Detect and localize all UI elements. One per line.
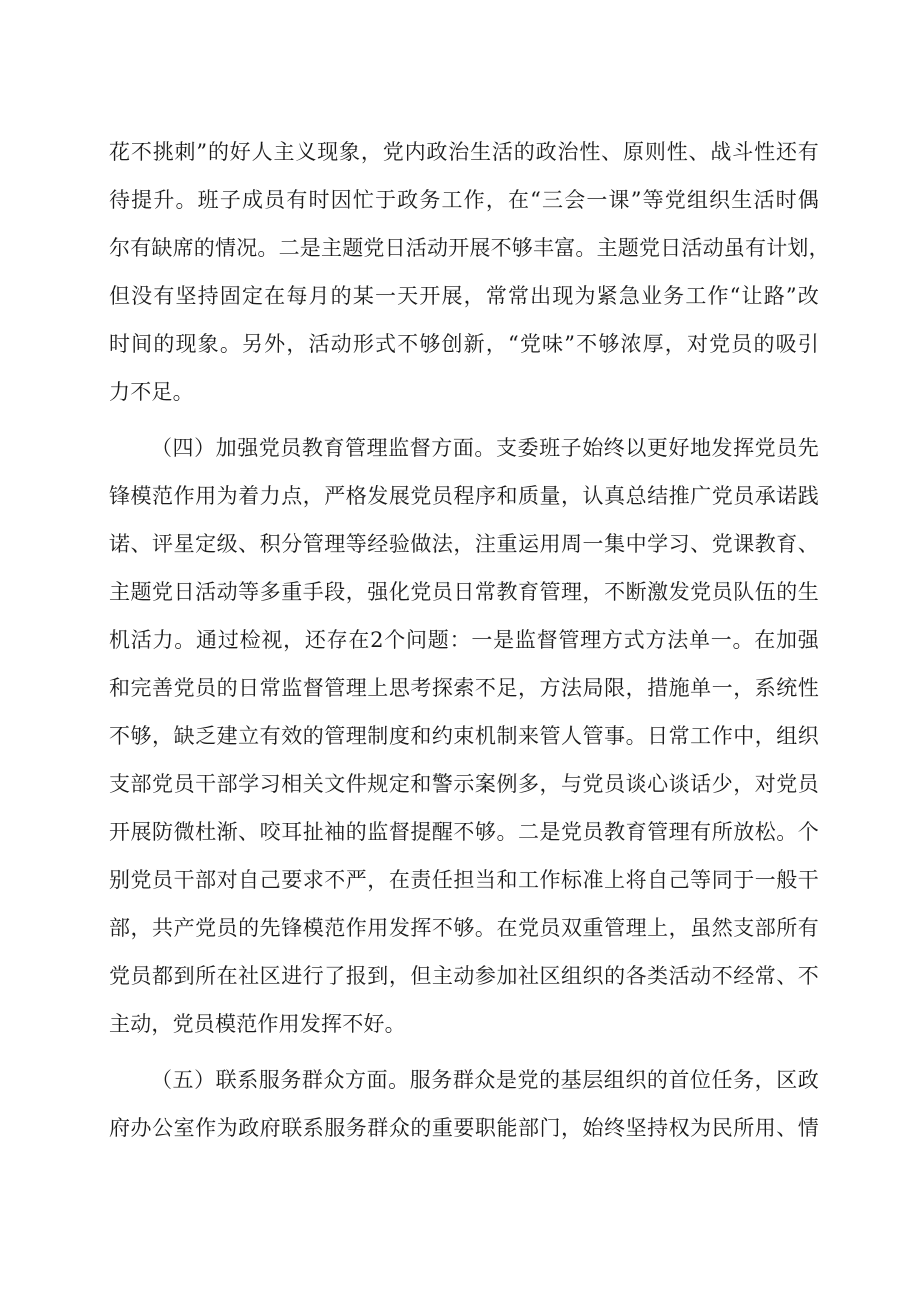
text-line: 府办公室作为政府联系服务群众的重要职能部门，始终坚持权为民所用、情 xyxy=(109,1116,819,1140)
text-line: 开展防微杜渐、咬耳扯袖的监督提醒不够。二是党员教育管理有所放松。个 xyxy=(109,820,819,844)
text-line: 花不挑刺”的好人主义现象，党内政治生活的政治性、原则性、战斗性还有 xyxy=(109,140,819,164)
section-heading-line: （四）加强党员教育管理监督方面。支委班子始终以更好地发挥党员先 xyxy=(151,436,819,460)
text-line: 和完善党员的日常监督管理上思考探索不足，方法局限，措施单一，系统性 xyxy=(109,676,819,700)
text-line: 机活力。通过检视，还存在2个问题：一是监督管理方式方法单一。在加强 xyxy=(109,628,819,652)
text-line: 主题党日活动等多重手段，强化党员日常教育管理，不断激发党员队伍的生 xyxy=(109,580,819,604)
text-line: 主动，党员模范作用发挥不好。 xyxy=(109,1012,406,1036)
text-line: 诺、评星定级、积分管理等经验做法，注重运用周一集中学习、党课教育、 xyxy=(109,532,819,556)
text-line: 部，共产党员的先锋模范作用发挥不够。在党员双重管理上，虽然支部所有 xyxy=(109,916,819,940)
text-line: 不够，缺乏建立有效的管理制度和约束机制来管人管事。日常工作中，组织 xyxy=(109,724,819,748)
text-line: 党员都到所在社区进行了报到，但主动参加社区组织的各类活动不经常、不 xyxy=(109,964,819,988)
text-line: 别党员干部对自己要求不严，在责任担当和工作标准上将自己等同于一般干 xyxy=(109,868,819,892)
text-line: 力不足。 xyxy=(109,380,194,404)
text-line: 锋模范作用为着力点，严格发展党员程序和质量，认真总结推广党员承诺践 xyxy=(109,484,819,508)
text-line: 待提升。班子成员有时因忙于政务工作，在“三会一课”等党组织生活时偶 xyxy=(109,188,819,212)
text-line: 但没有坚持固定在每月的某一天开展，常常出现为紧急业务工作“让路”改 xyxy=(109,284,819,308)
section-heading-line: （五）联系服务群众方面。服务群众是党的基层组织的首位任务，区政 xyxy=(151,1068,819,1092)
text-line: 尔有缺席的情况。二是主题党日活动开展不够丰富。主题党日活动虽有计划， xyxy=(109,236,830,260)
text-line: 时间的现象。另外，活动形式不够创新，“党味”不够浓厚，对党员的吸引 xyxy=(109,332,819,356)
text-line: 支部党员干部学习相关文件规定和警示案例多，与党员谈心谈话少，对党员 xyxy=(109,772,819,796)
